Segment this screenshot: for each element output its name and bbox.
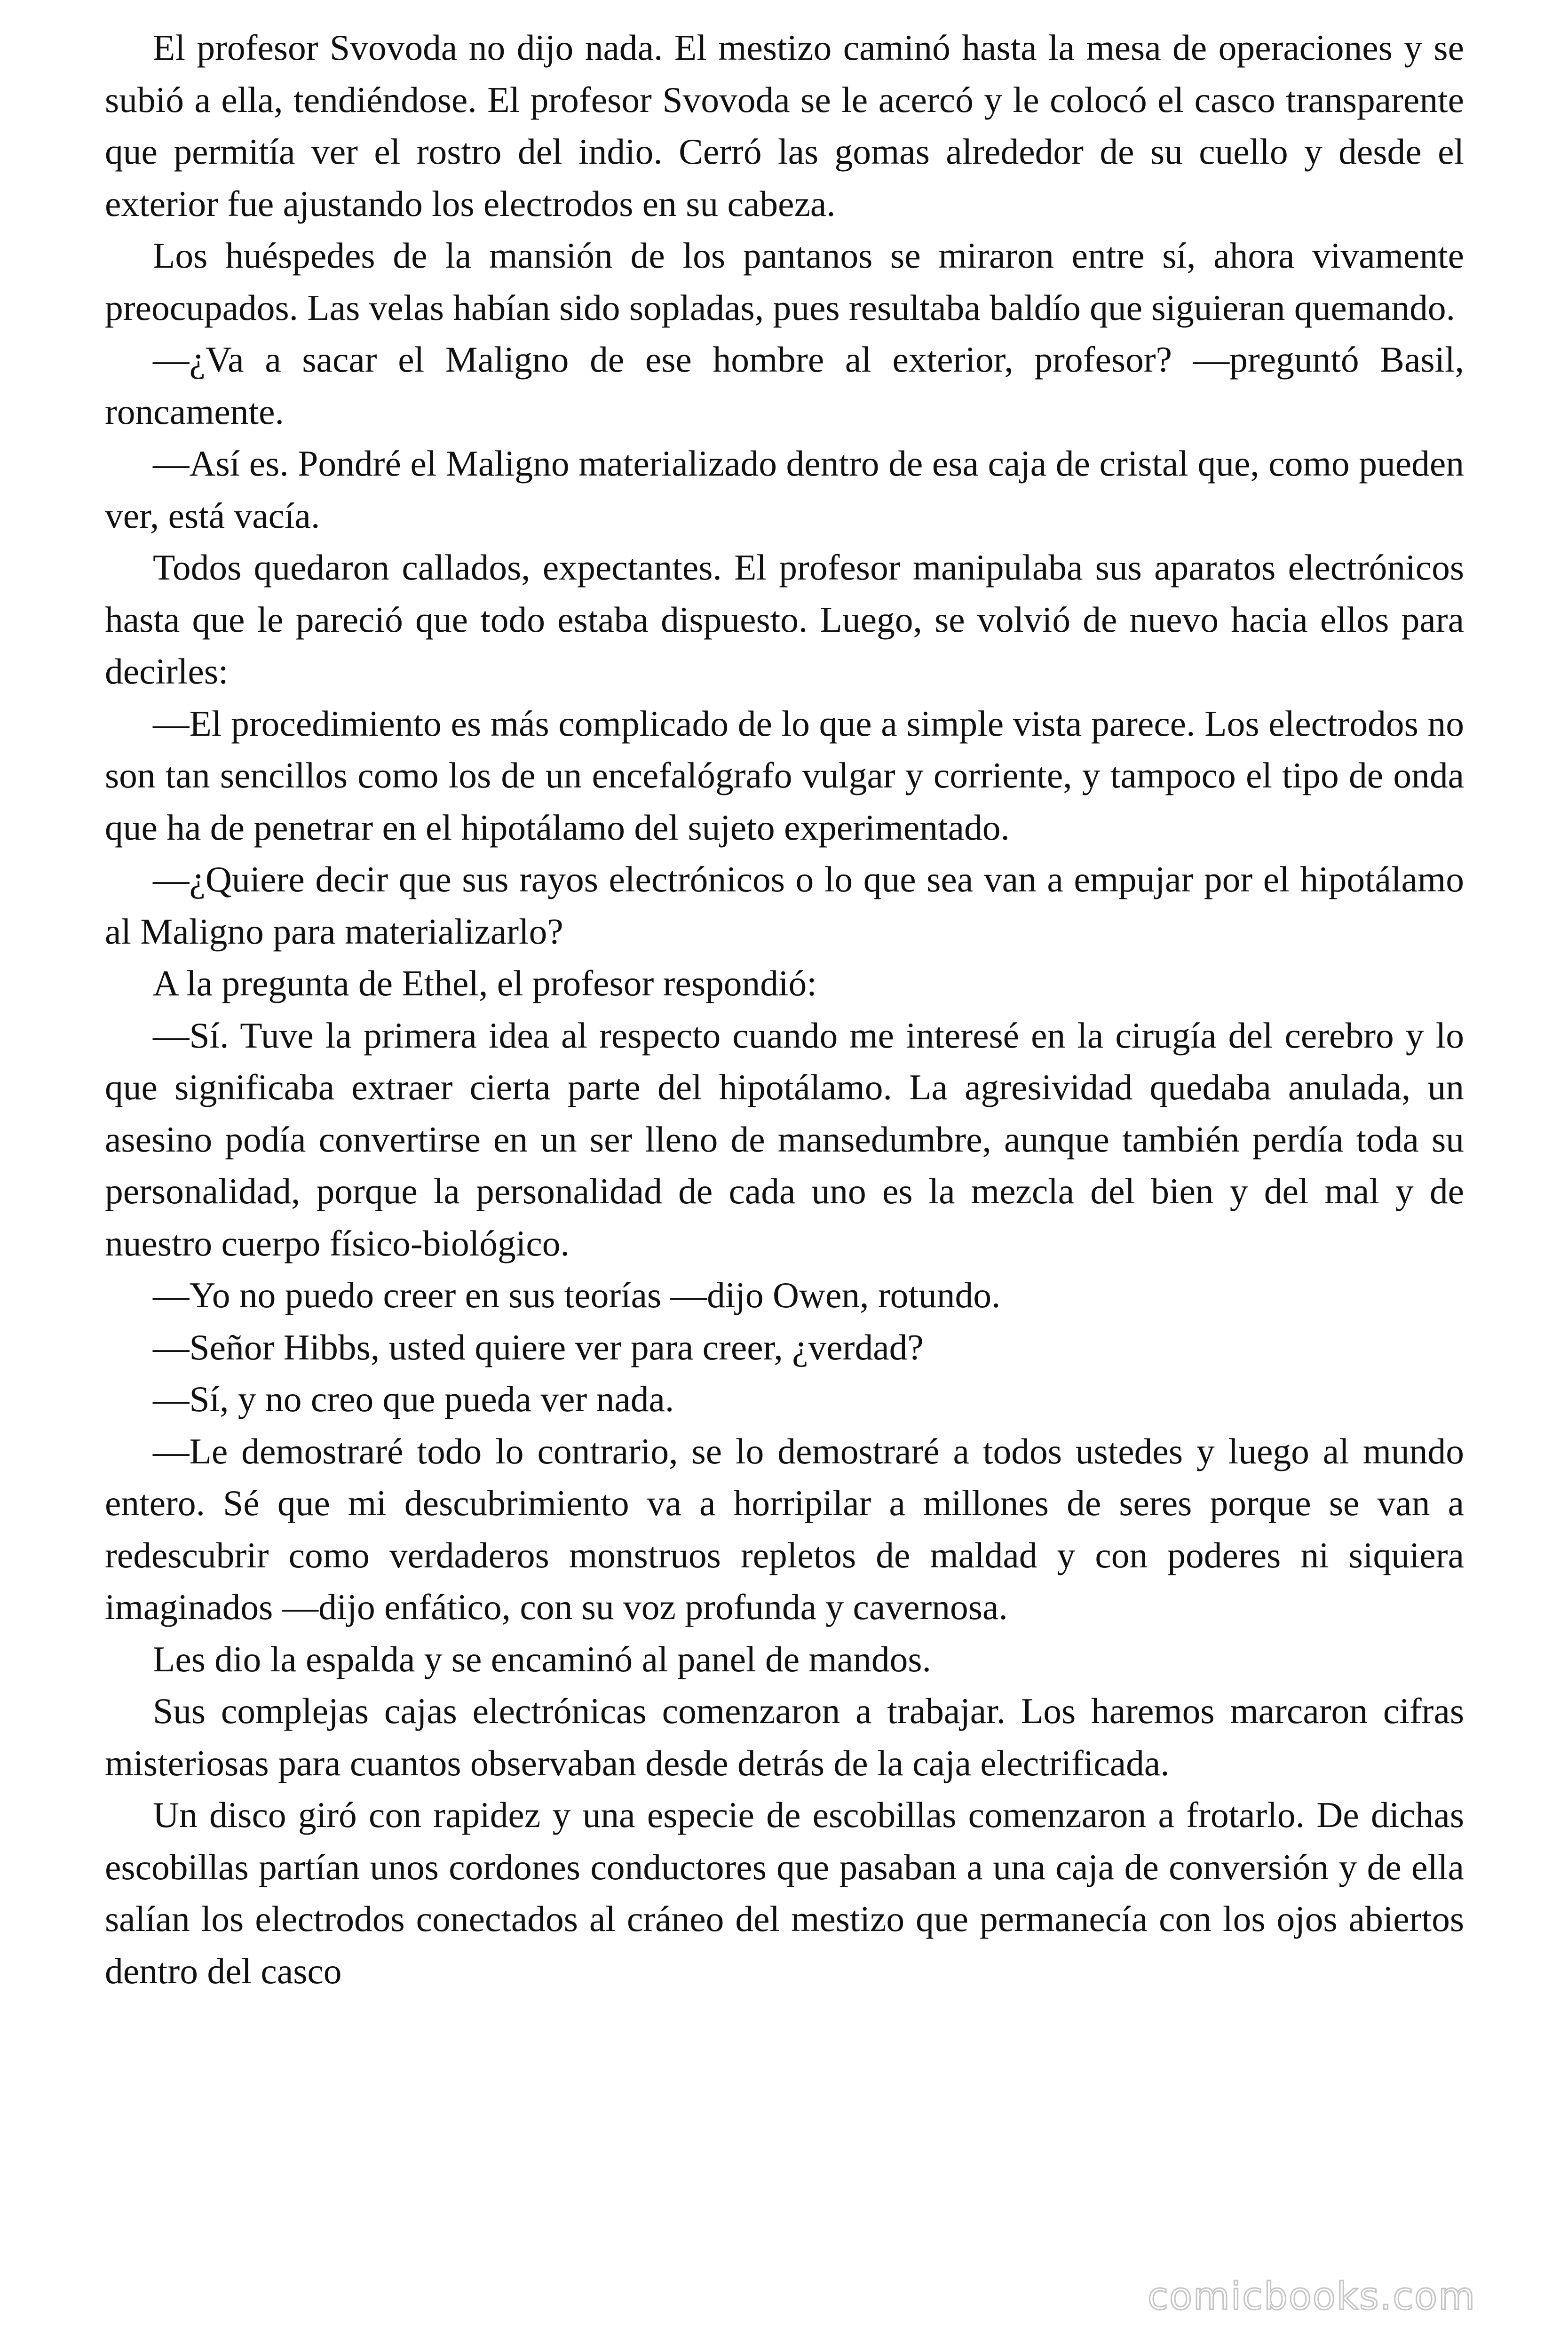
watermark: comicbooks.com [1148,2274,1476,2318]
paragraph: Los huéspedes de la mansión de los pantanos se miraron entre sí, ahora vivamente preocupados. Las velas habían sido sopladas, pues resultaba baldío que siguieran quemando. [105,235,1464,328]
paragraph: —Sí, y no creo que pueda ver nada. [153,1379,674,1419]
paragraph: —Señor Hibbs, usted quiere ver para creer, ¿verdad? [153,1327,924,1367]
paragraph: Un disco giró con rapidez y una especie de escobillas comenzaron a frotarlo. De dichas escobillas partían unos cordones conductores que pasaban a una caja de conversión y de ella salían los electrodos conectados al cráneo del mestizo que permanecía con los ojos abiertos dentro del casco [105,1795,1464,1991]
paragraph: El profesor Svovoda no dijo nada. El mestizo caminó hasta la mesa de operaciones y se subió a ella, tendiéndose. El profesor Svovoda se le acercó y le colocó el casco transparente que permitía ver el rostro del indio. Cerró las gomas alrededor de su cuello y desde el exterior fue ajustando los electrodos en su cabeza. [105,27,1464,224]
paragraph: —Yo no puedo creer en sus teorías —dijo Owen, rotundo. [153,1275,1001,1315]
paragraph: —Así es. Pondré el Maligno materializado dentro de esa caja de cristal que, como pueden ver, está vacía. [105,443,1464,536]
paragraph: —Le demostraré todo lo contrario, se lo demostraré a todos ustedes y luego al mundo entero. Sé que mi descubrimiento va a horripilar a millones de seres porque se van a redescubrir como verdaderos monstruos repletos de maldad y con poderes ni siquiera imaginados —dijo enfático, con su voz profunda y cavernosa. [105,1430,1464,1627]
paragraph: Les dio la espalda y se encaminó al panel de mandos. [153,1638,931,1679]
paragraph: Todos quedaron callados, expectantes. El profesor manipulaba sus aparatos electrónicos hasta que le pareció que todo estaba dispuesto. Luego, se volvió de nuevo hacia ellos para decirles: [105,547,1464,691]
paragraph: Sus complejas cajas electrónicas comenzaron a trabajar. Los haremos marcaron cifras misteriosas para cuantos observaban desde detrás de la caja electrificada. [105,1691,1464,1783]
paragraph: A la pregunta de Ethel, el profesor respondió: [153,963,817,1003]
paragraph: —¿Quiere decir que sus rayos electrónicos o lo que sea van a empujar por el hipotálamo al Maligno para materializarlo? [105,859,1464,952]
book-page [105,22,1464,1997]
paragraph: —El procedimiento es más complicado de lo que a simple vista parece. Los electrodos no son tan sencillos como los de un encefalógrafo vulgar y corriente, y tampoco el tipo de onda que ha de penetrar en el hipotálamo del sujeto experimentado. [105,703,1464,848]
paragraph: —¿Va a sacar el Maligno de ese hombre al exterior, profesor? —preguntó Basil, roncamente. [105,339,1464,432]
paragraph: —Sí. Tuve la primera idea al respecto cuando me interesé en la cirugía del cerebro y lo que significaba extraer cierta parte del hipotálamo. La agresividad quedaba anulada, un asesino podía convertirse en un ser lleno de mansedumbre, aunque también perdía toda su personalidad, porque la personalidad de cada uno es la mezcla del bien y del mal y de nuestro cuerpo físico-biológico. [105,1015,1464,1263]
